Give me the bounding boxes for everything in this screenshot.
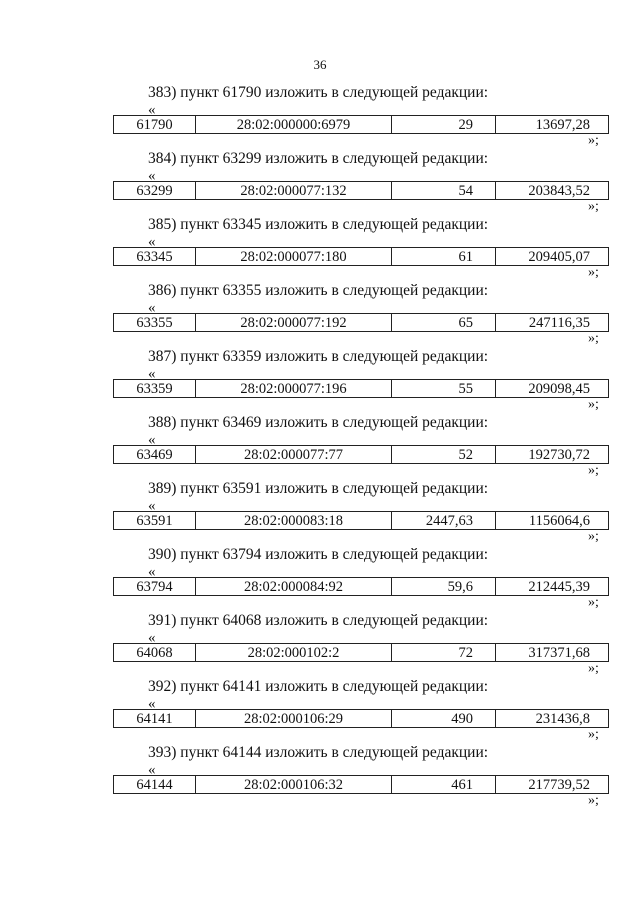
- area-cell: 54: [392, 182, 496, 199]
- table-row: [113, 313, 609, 332]
- amendment-heading: 384) пункт 63299 изложить в следующей редакции:: [148, 150, 489, 167]
- area-cell: 55: [392, 380, 496, 397]
- table-row: [113, 643, 609, 662]
- cadastral-number-cell: 28:02:000106:32: [196, 776, 392, 793]
- amendment-heading: 383) пункт 61790 изложить в следующей редакции:: [148, 84, 489, 101]
- opening-quote: «: [148, 630, 156, 646]
- value-cell: 1156064,6: [528, 513, 590, 529]
- table-row: [113, 115, 609, 134]
- value-cell: 212445,39: [528, 579, 590, 595]
- table-row: [113, 511, 609, 530]
- amendment-heading: 393) пункт 64144 изложить в следующей редакции:: [148, 744, 489, 761]
- point-number-cell: 63355: [114, 314, 196, 331]
- cadastral-number-cell: 28:02:000077:180: [196, 248, 392, 265]
- point-number-cell: 64144: [114, 776, 196, 793]
- closing-quote: »;: [588, 793, 599, 808]
- closing-quote: »;: [588, 331, 599, 346]
- opening-quote: «: [148, 168, 156, 184]
- value-cell: 217739,52: [528, 777, 590, 793]
- point-number-cell: 63359: [114, 380, 196, 397]
- table-row: [113, 775, 609, 794]
- amendment-heading: 389) пункт 63591 изложить в следующей редакции:: [148, 480, 489, 497]
- opening-quote: «: [148, 300, 156, 316]
- point-number-cell: 63469: [114, 446, 196, 463]
- closing-quote: »;: [588, 595, 599, 610]
- area-cell: 2447,63: [392, 512, 496, 529]
- amendment-entry: [0, 216, 640, 280]
- table-row: [113, 577, 609, 596]
- opening-quote: «: [148, 762, 156, 778]
- amendment-entry: [0, 414, 640, 478]
- closing-quote: »;: [588, 199, 599, 214]
- amendment-heading: 390) пункт 63794 изложить в следующей редакции:: [148, 546, 489, 563]
- amendment-entry: [0, 678, 640, 742]
- opening-quote: «: [148, 366, 156, 382]
- table-row: [113, 379, 609, 398]
- page-number: 36: [313, 57, 327, 72]
- cadastral-number-cell: 28:02:000102:2: [196, 644, 392, 661]
- amendment-entry: [0, 480, 640, 544]
- closing-quote: »;: [588, 727, 599, 742]
- value-cell: 192730,72: [528, 447, 590, 463]
- opening-quote: «: [148, 498, 156, 514]
- cadastral-number-cell: 28:02:000084:92: [196, 578, 392, 595]
- amendment-heading: 391) пункт 64068 изложить в следующей редакции:: [148, 612, 489, 629]
- closing-quote: »;: [588, 463, 599, 478]
- amendment-heading: 386) пункт 63355 изложить в следующей редакции:: [148, 282, 489, 299]
- area-cell: 72: [392, 644, 496, 661]
- point-number-cell: 63345: [114, 248, 196, 265]
- amendment-entry: [0, 84, 640, 148]
- amendment-entry: [0, 150, 640, 214]
- closing-quote: »;: [588, 265, 599, 280]
- cadastral-number-cell: 28:02:000077:77: [196, 446, 392, 463]
- point-number-cell: 63299: [114, 182, 196, 199]
- amendment-entry: [0, 744, 640, 808]
- point-number-cell: 61790: [114, 116, 196, 133]
- cadastral-number-cell: 28:02:000077:192: [196, 314, 392, 331]
- value-cell: 317371,68: [528, 645, 590, 661]
- cadastral-number-cell: 28:02:000000:6979: [196, 116, 392, 133]
- amendment-entry: [0, 546, 640, 610]
- area-cell: 61: [392, 248, 496, 265]
- amendment-entry: [0, 282, 640, 346]
- opening-quote: «: [148, 564, 156, 580]
- cadastral-number-cell: 28:02:000077:196: [196, 380, 392, 397]
- point-number-cell: 64141: [114, 710, 196, 727]
- amendment-entry: [0, 348, 640, 412]
- area-cell: 52: [392, 446, 496, 463]
- table-row: [113, 247, 609, 266]
- amendment-heading: 388) пункт 63469 изложить в следующей редакции:: [148, 414, 489, 431]
- opening-quote: «: [148, 102, 156, 118]
- value-cell: 247116,35: [528, 315, 590, 331]
- area-cell: 29: [392, 116, 496, 133]
- table-row: [113, 181, 609, 200]
- cadastral-number-cell: 28:02:000106:29: [196, 710, 392, 727]
- area-cell: 59,6: [392, 578, 496, 595]
- amendment-heading: 385) пункт 63345 изложить в следующей редакции:: [148, 216, 489, 233]
- table-row: [113, 709, 609, 728]
- table-row: [113, 445, 609, 464]
- value-cell: 209098,45: [528, 381, 590, 397]
- opening-quote: «: [148, 696, 156, 712]
- closing-quote: »;: [588, 133, 599, 148]
- value-cell: 231436,8: [535, 711, 590, 727]
- point-number-cell: 64068: [114, 644, 196, 661]
- point-number-cell: 63591: [114, 512, 196, 529]
- area-cell: 461: [392, 776, 496, 793]
- value-cell: 203843,52: [528, 183, 590, 199]
- area-cell: 490: [392, 710, 496, 727]
- cadastral-number-cell: 28:02:000077:132: [196, 182, 392, 199]
- opening-quote: «: [148, 432, 156, 448]
- closing-quote: »;: [588, 529, 599, 544]
- value-cell: 209405,07: [528, 249, 590, 265]
- amendment-heading: 392) пункт 64141 изложить в следующей редакции:: [148, 678, 489, 695]
- value-cell: 13697,28: [535, 117, 590, 133]
- amendment-entry: [0, 612, 640, 676]
- cadastral-number-cell: 28:02:000083:18: [196, 512, 392, 529]
- amendment-heading: 387) пункт 63359 изложить в следующей редакции:: [148, 348, 489, 365]
- opening-quote: «: [148, 234, 156, 250]
- closing-quote: »;: [588, 661, 599, 676]
- point-number-cell: 63794: [114, 578, 196, 595]
- area-cell: 65: [392, 314, 496, 331]
- closing-quote: »;: [588, 397, 599, 412]
